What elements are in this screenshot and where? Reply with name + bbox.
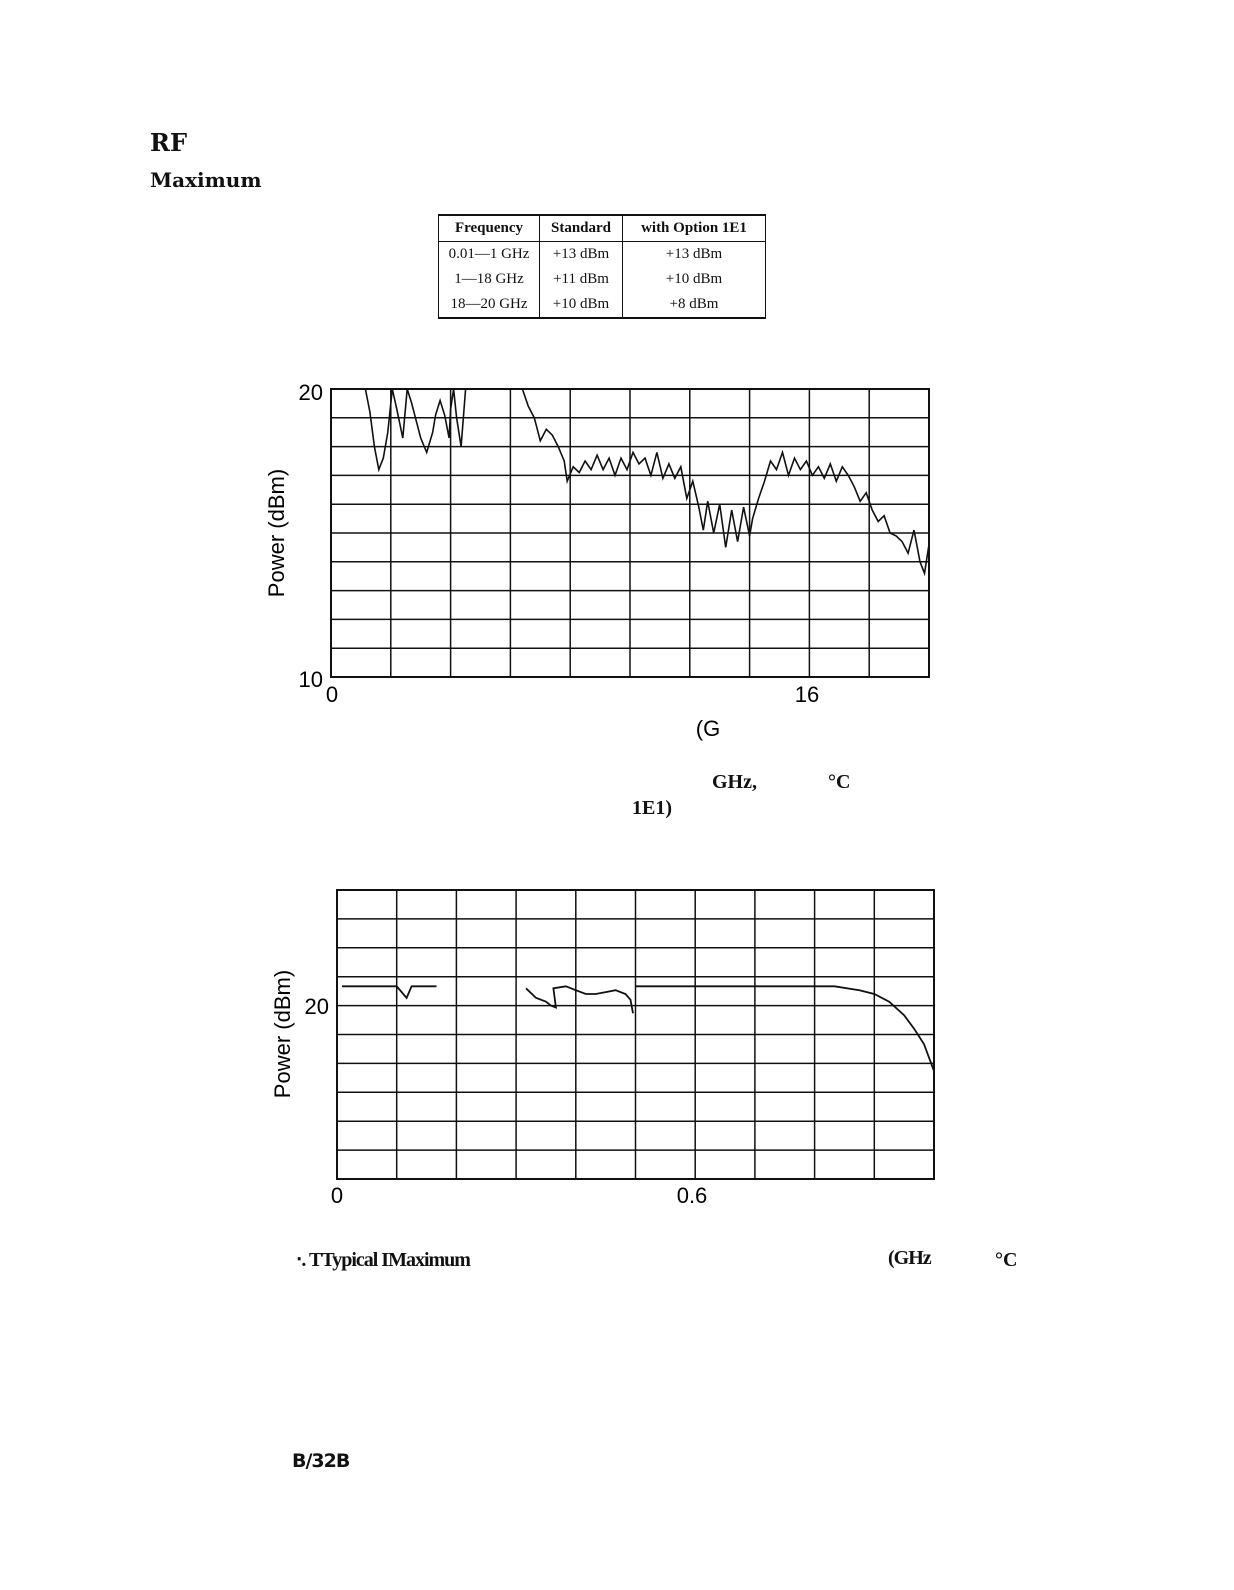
header-standard: Standard bbox=[540, 215, 623, 242]
cell-option: +10 dBm bbox=[623, 267, 766, 292]
chart1-ytick-20: 20 bbox=[298, 380, 323, 405]
chart1-xtick-16: 16 bbox=[794, 682, 820, 707]
header-frequency: Frequency bbox=[439, 215, 540, 242]
chart2-series-line-2 bbox=[526, 986, 633, 1013]
cell-frequency: 18—20 GHz bbox=[439, 292, 540, 318]
fig1-caption-degc: °C bbox=[828, 771, 851, 793]
fig2-caption-title: ‧. TTypical IMaximum bbox=[296, 1249, 470, 1271]
chart2-grid bbox=[337, 890, 934, 1179]
chart2-series bbox=[342, 986, 934, 1071]
fig1-caption-ghz: GHz, bbox=[712, 771, 757, 793]
chart1-grid bbox=[331, 389, 929, 677]
header-option: with Option 1E1 bbox=[623, 215, 766, 242]
section-title: RF bbox=[150, 128, 187, 157]
cell-frequency: 0.01—1 GHz bbox=[439, 242, 540, 268]
fig2-caption-degc: °C bbox=[995, 1249, 1018, 1271]
fig2-caption-ghz: (GHz bbox=[888, 1247, 931, 1269]
cell-standard: +11 dBm bbox=[540, 267, 623, 292]
chart1-xtick-0: 0 bbox=[325, 682, 339, 707]
cell-frequency: 1—18 GHz bbox=[439, 267, 540, 292]
fig1-caption-option: 1E1) bbox=[632, 797, 672, 819]
chart1-ylabel: Power (dBm) bbox=[264, 468, 289, 598]
chart2-series-line-3 bbox=[636, 986, 935, 1071]
cell-standard: +13 dBm bbox=[540, 242, 623, 268]
chart2-xtick-06: 0.6 bbox=[676, 1183, 708, 1208]
chart1-xlabel-fragment: (G bbox=[695, 716, 721, 741]
chart2-ytick-20: 20 bbox=[304, 994, 329, 1019]
chart-power-vs-frequency-low bbox=[0, 860, 1234, 1220]
cell-option: +13 dBm bbox=[623, 242, 766, 268]
chart2-xtick-0: 0 bbox=[330, 1183, 344, 1208]
cell-standard: +10 dBm bbox=[540, 292, 623, 318]
cell-option: +8 dBm bbox=[623, 292, 766, 318]
chart2-series-line-1 bbox=[342, 986, 437, 998]
page-footer: B/32B bbox=[292, 1450, 350, 1472]
chart1-ytick-10: 10 bbox=[298, 667, 323, 692]
section-subtitle: Maximum bbox=[150, 168, 262, 192]
chart-power-vs-frequency-high bbox=[0, 0, 1234, 760]
chart2-ylabel: Power (dBm) bbox=[270, 969, 295, 1099]
